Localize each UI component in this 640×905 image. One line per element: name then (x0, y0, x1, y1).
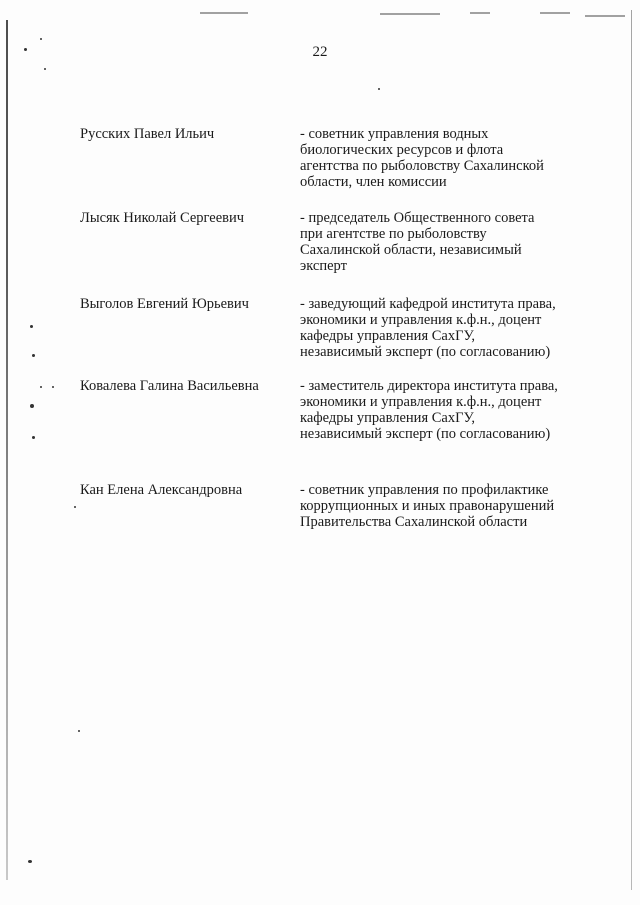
scan-speck (378, 88, 380, 90)
scan-left-edge (6, 20, 8, 880)
scan-right-edge (631, 10, 632, 890)
member-name: Лысяк Николай Сергеевич (80, 210, 245, 226)
scan-smudge (200, 12, 248, 14)
scan-speck (28, 860, 32, 863)
scan-speck (52, 386, 54, 388)
member-role: - председатель Общественного совета при агентстве по рыболовству Сахалинской области, независимый эксперт (300, 210, 535, 274)
scan-smudge (470, 12, 490, 14)
scan-smudge (540, 12, 570, 14)
member-role: - заместитель директора института права, экономики и управления к.ф.н., доцент кафедры управления СахГУ, независимый эксперт (по согласованию) (300, 378, 558, 442)
page-number: 22 (312, 44, 328, 60)
scan-speck (32, 354, 35, 357)
member-name: Выголов Евгений Юрьевич (80, 296, 249, 312)
scan-speck (30, 325, 33, 328)
member-name: Кан Елена Александровна (80, 482, 243, 498)
scan-speck (40, 38, 42, 40)
scan-speck (44, 68, 46, 70)
member-role: - советник управления водных биологических ресурсов и флота агентства по рыболовству Сахалинской области, член комиссии (300, 126, 544, 190)
member-role: - советник управления по профилактике коррупционных и иных правонарушений Правительства Сахалинской области (300, 482, 555, 530)
scan-speck (32, 436, 35, 439)
scan-smudge (380, 13, 440, 15)
member-name: Русских Павел Ильич (80, 126, 215, 142)
scan-speck (40, 386, 42, 388)
scan-speck (78, 730, 80, 732)
member-name: Ковалева Галина Васильевна (80, 378, 259, 394)
scan-speck (30, 404, 34, 408)
member-role: - заведующий кафедрой института права, экономики и управления к.ф.н., доцент кафедры управления СахГУ, независимый эксперт (по согласованию) (300, 296, 556, 360)
scan-smudge (585, 15, 625, 17)
scan-speck (74, 506, 76, 508)
